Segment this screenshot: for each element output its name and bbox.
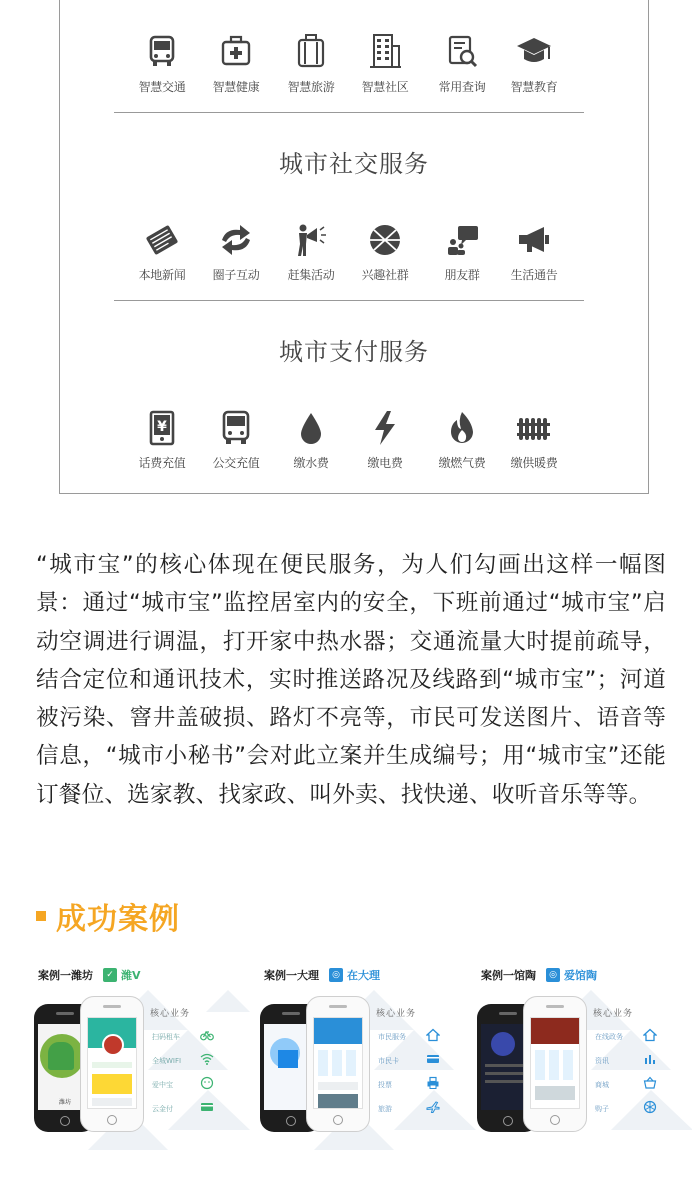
- printer-icon: [426, 1076, 440, 1090]
- refresh-arrows-icon: [216, 220, 256, 260]
- heading-square-icon: [36, 911, 46, 921]
- case-header: [38, 964, 141, 986]
- case-brand: 在大理: [347, 969, 380, 982]
- service-smart-travel[interactable]: [276, 32, 346, 95]
- core-item: 爱中宝: [152, 1081, 173, 1089]
- service-life-notices[interactable]: [499, 220, 569, 283]
- water-drop-icon: [291, 408, 331, 448]
- service-smart-traffic[interactable]: [127, 32, 197, 95]
- service-label: 常用查询: [438, 80, 486, 94]
- core-item: 全城WIFI: [152, 1057, 182, 1065]
- bicycle-icon: [200, 1028, 214, 1042]
- service-label: 公交充值: [212, 456, 260, 470]
- lightning-icon: [365, 408, 405, 448]
- core-item: 市民服务: [378, 1033, 406, 1041]
- core-item: 扫码租车: [152, 1033, 180, 1041]
- case-showcase: [254, 990, 476, 1164]
- airplane-icon: [426, 1100, 440, 1114]
- core-item: 市民卡: [378, 1057, 399, 1065]
- search-doc-icon: [442, 32, 482, 72]
- basket-icon: [643, 1076, 657, 1090]
- service-heating-bill[interactable]: [499, 408, 569, 471]
- megaphone-person-icon: [291, 220, 331, 260]
- service-label: 朋友群: [444, 268, 480, 282]
- check-badge-icon: ✓: [103, 968, 117, 982]
- service-circle-interaction[interactable]: [201, 220, 271, 283]
- city-services-panel: [59, 0, 649, 494]
- service-phone-topup[interactable]: [127, 408, 197, 471]
- social-services-row: [60, 220, 648, 290]
- service-bus-topup[interactable]: [201, 408, 271, 471]
- case-brand: 爱馆陶: [564, 969, 597, 982]
- service-label: 话费充值: [138, 456, 186, 470]
- service-label: 圈子互动: [212, 268, 260, 282]
- case-header: [481, 964, 597, 986]
- core-item: 投票: [378, 1081, 392, 1089]
- service-label: 智慧旅游: [287, 80, 335, 94]
- home-icon: [643, 1028, 657, 1042]
- ball-icon: [365, 220, 405, 260]
- case-card[interactable]: [471, 964, 692, 1164]
- wifi-icon: [200, 1052, 214, 1066]
- service-gas-bill[interactable]: [427, 408, 497, 471]
- payment-services-title: 城市支付服务: [279, 338, 429, 366]
- bar-chart-icon: [643, 1052, 657, 1066]
- app-badge-icon: ◎: [546, 968, 560, 982]
- bus-icon: [142, 32, 182, 72]
- divider: [114, 112, 584, 113]
- service-friends-group[interactable]: [427, 220, 497, 283]
- service-electric-bill[interactable]: [350, 408, 420, 471]
- service-label: 生活通告: [510, 268, 558, 282]
- phone-front: [80, 996, 144, 1132]
- core-item: 云金付: [152, 1105, 173, 1113]
- core-item: 资讯: [595, 1057, 609, 1065]
- luggage-icon: [291, 32, 331, 72]
- case-showcase: [28, 990, 250, 1164]
- service-label: 本地新闻: [138, 268, 186, 282]
- card-icon: [200, 1100, 214, 1114]
- friends-chat-icon: [442, 220, 482, 260]
- service-market-events[interactable]: [276, 220, 346, 283]
- service-label: 兴趣社群: [361, 268, 409, 282]
- service-label: 智慧社区: [361, 80, 409, 94]
- social-services-title: 城市社交服务: [279, 150, 429, 178]
- flame-icon: [442, 408, 482, 448]
- case-header: [264, 964, 380, 986]
- core-business-title: 核心业务: [593, 1009, 634, 1019]
- service-common-query[interactable]: [427, 32, 497, 95]
- core-item: 商城: [595, 1081, 609, 1089]
- service-smart-education[interactable]: [499, 32, 569, 95]
- app-badge-icon: ◎: [329, 968, 343, 982]
- case-card[interactable]: [28, 964, 250, 1164]
- case-title: 案例一大理: [264, 969, 319, 982]
- cases-heading: 成功案例: [56, 902, 180, 937]
- case-showcase: [471, 990, 692, 1164]
- section-heading: [36, 896, 180, 936]
- phone-back: 潍坊: [34, 1004, 96, 1132]
- description-paragraph: “城市宝”的核心体现在便民服务，为人们勾画出这样一幅图景：通过“城市宝”监控居室内的安全，下班前通过“城市宝”启动空调进行调温，打开家中热水器；交通流量大时提前疏导，结合定位和通讯技术，实时推送路况及线路到“城市宝”；河道被污染、窨井盖破损、路灯不亮等，市民可发送图片、语音等信息，“城市小秘书”会对此立案并生成编号；用“城市宝”还能订餐位、选家教、找家政、叫外卖、找快递、收听音乐等等。: [36, 552, 666, 808]
- service-label: 缴电费: [367, 456, 403, 470]
- medkit-icon: [216, 32, 256, 72]
- case-title: 案例一潍坊: [38, 969, 93, 982]
- service-label: 缴燃气费: [438, 456, 486, 470]
- graduation-cap-icon: [514, 32, 554, 72]
- phone-yuan-icon: [142, 408, 182, 448]
- card-icon: [426, 1052, 440, 1066]
- service-smart-health[interactable]: [201, 32, 271, 95]
- service-label: 赶集活动: [287, 268, 335, 282]
- svg-text:¥: ¥: [157, 419, 167, 435]
- building-icon: [365, 32, 405, 72]
- core-business-title: 核心业务: [376, 1009, 417, 1019]
- service-label: 智慧健康: [212, 80, 260, 94]
- phone-front: [523, 996, 587, 1132]
- case-brand: 潍V: [121, 969, 141, 982]
- smart-services-row: [60, 32, 648, 102]
- service-label: 缴供暖费: [510, 456, 558, 470]
- core-business-title: 核心业务: [150, 1009, 191, 1019]
- payment-services-row: [60, 408, 648, 478]
- service-local-news[interactable]: [127, 220, 197, 283]
- service-label: 智慧教育: [510, 80, 558, 94]
- face-icon: [200, 1076, 214, 1090]
- radiator-icon: [514, 408, 554, 448]
- case-card[interactable]: [254, 964, 476, 1164]
- service-label: 缴水费: [293, 456, 329, 470]
- snowflake-icon: [643, 1100, 657, 1114]
- divider: [114, 300, 584, 301]
- bus-front-icon: [216, 408, 256, 448]
- home-icon: [426, 1028, 440, 1042]
- service-interest-groups[interactable]: [350, 220, 420, 283]
- service-water-bill[interactable]: [276, 408, 346, 471]
- case-title: 案例一馆陶: [481, 969, 536, 982]
- service-label: 智慧交通: [138, 80, 186, 94]
- core-item: 旅游: [378, 1105, 392, 1113]
- phone-front: [306, 996, 370, 1132]
- newspaper-icon: [142, 220, 182, 260]
- core-item: 在线政务: [595, 1033, 623, 1041]
- core-item: 购子: [595, 1105, 609, 1113]
- service-smart-community[interactable]: [350, 32, 420, 95]
- loudspeaker-icon: [514, 220, 554, 260]
